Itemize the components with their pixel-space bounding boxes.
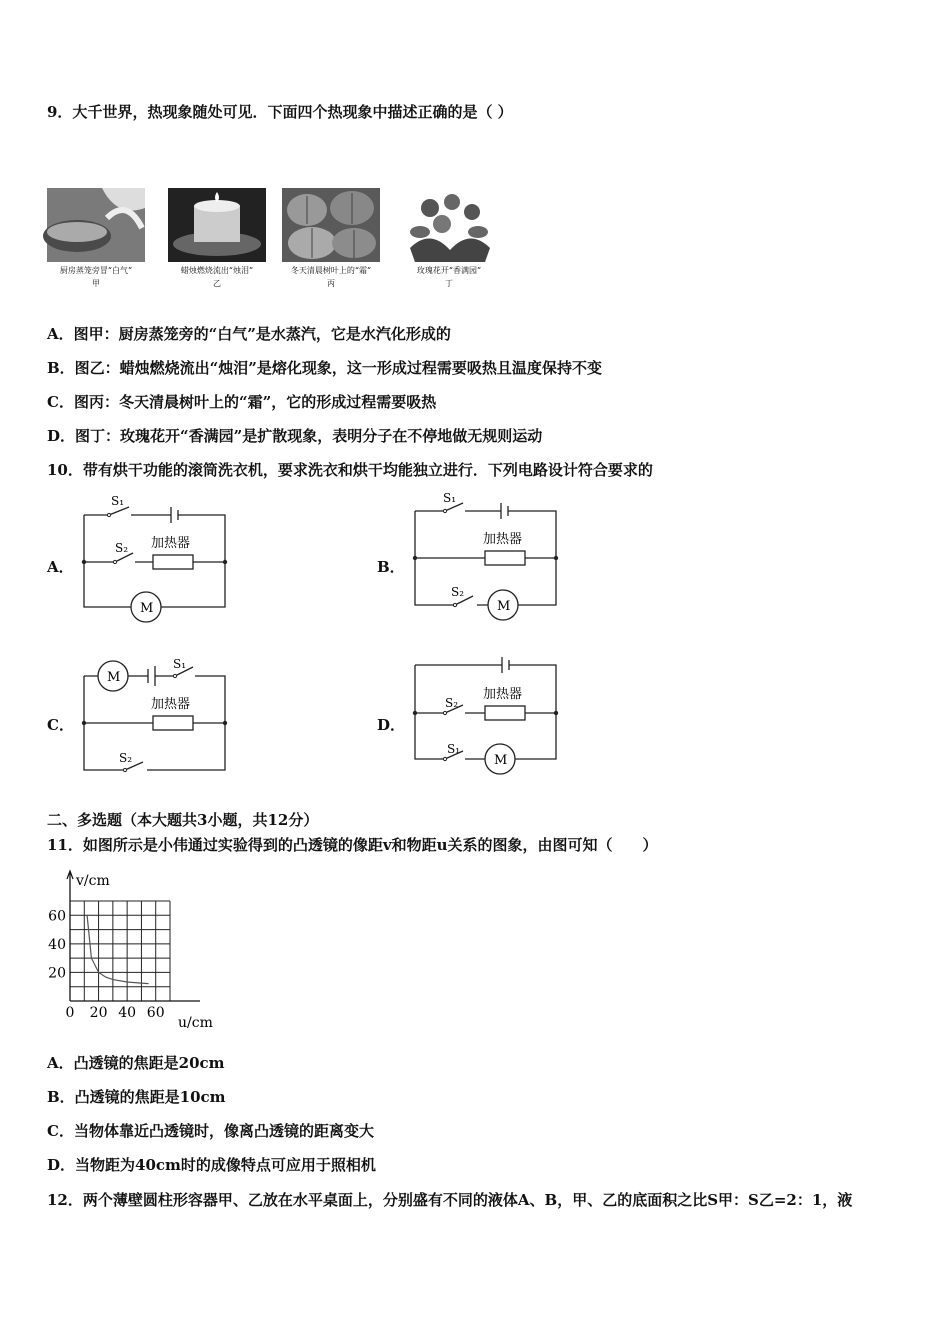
x-tick-label: 40 [118, 1005, 137, 1021]
x-tick-label: 60 [146, 1005, 165, 1021]
q9-stem: 9．大千世界，热现象随处可见．下面四个热现象中描述正确的是（ ） [47, 103, 513, 121]
s2-label: S₂ [119, 751, 133, 765]
photo-caption: 玫瑰花开“香满园” [416, 266, 482, 275]
q11-option-c: C．当物体靠近凸透镜时，像离凸透镜的距离变大 [47, 1122, 374, 1140]
q9-option-c: C．图丙：冬天清晨树叶上的“霜”，它的形成过程需要吸热 [47, 393, 437, 411]
y-tick-label: 40 [48, 936, 66, 953]
q10-label-a: A． [47, 558, 74, 576]
heater-label: 加热器 [151, 697, 191, 712]
photo-tag: 乙 [213, 279, 221, 288]
x-axis-label: u/cm [178, 1015, 213, 1031]
s2-label: S₂ [115, 541, 129, 555]
circuit-c [75, 655, 235, 780]
photo-candle [168, 188, 266, 262]
motor-label: M [107, 670, 121, 685]
photo-steamer [47, 188, 145, 262]
q12-stem: 12．两个薄壁圆柱形容器甲、乙放在水平桌面上，分别盛有不同的液体A、B，甲、乙的底面积之比S甲：S乙=2：1，液 [47, 1191, 853, 1209]
heater-label: 加热器 [483, 532, 523, 547]
photo-tag: 丙 [327, 279, 335, 288]
q11-chart [40, 865, 230, 1031]
q9-option-d: D．图丁：玫瑰花开“香满园”是扩散现象，表明分子在不停地做无规则运动 [47, 427, 543, 445]
x-tick-label: 20 [89, 1005, 108, 1021]
section-heading: 二、多选题（本大题共3小题，共12分） [47, 811, 319, 829]
photo-caption: 冬天清晨树叶上的“霜” [290, 266, 372, 275]
motor-label: M [497, 599, 511, 614]
q10-label-c: C． [47, 716, 74, 734]
photo-tag: 丁 [445, 279, 453, 288]
y-tick-label: 60 [48, 908, 66, 925]
series-line [87, 915, 149, 983]
s1-label: S₁ [447, 742, 461, 756]
s1-label: S₁ [173, 657, 187, 671]
q9-option-b: B．图乙：蜡烛燃烧流出“烛泪”是熔化现象，这一形成过程需要吸热且温度保持不变 [47, 359, 602, 377]
q11-option-b: B．凸透镜的焦距是10cm [47, 1088, 226, 1106]
photo-frost-leaves [282, 188, 380, 262]
heater-label: 加热器 [151, 536, 191, 551]
photo-rose [400, 188, 498, 262]
photo-tag: 甲 [92, 279, 100, 288]
q10-stem: 10．带有烘干功能的滚筒洗衣机，要求洗衣和烘干均能独立进行．下列电路设计符合要求的 [47, 461, 653, 479]
circuit-a [75, 490, 235, 625]
y-tick-label: 20 [48, 965, 66, 982]
photo-caption: 厨房蒸笼旁冒“白气” [59, 266, 133, 275]
s1-label: S₁ [443, 491, 457, 505]
q11-stem: 11．如图所示是小伟通过实验得到的凸透镜的像距v和物距u关系的图象，由图可知（ ） [47, 836, 658, 854]
s2-label: S₂ [445, 696, 459, 710]
q10-label-b: B． [377, 558, 405, 576]
photo-caption: 蜡烛燃烧流出“烛泪” [180, 266, 254, 275]
circuit-b [405, 488, 565, 623]
s2-label: S₂ [451, 585, 465, 599]
q11-option-a: A．凸透镜的焦距是20cm [47, 1054, 225, 1072]
heater-label: 加热器 [483, 687, 523, 702]
s1-label: S₁ [111, 494, 125, 508]
q10-label-d: D． [377, 716, 406, 734]
motor-label: M [140, 601, 154, 616]
y-axis-label: v/cm [76, 873, 110, 889]
x-tick-label: 0 [65, 1005, 75, 1021]
q9-option-a: A．图甲：厨房蒸笼旁的“白气”是水蒸汽，它是水汽化形成的 [47, 325, 451, 343]
motor-label: M [494, 753, 508, 768]
q11-option-d: D．当物距为40cm时的成像特点可应用于照相机 [47, 1156, 376, 1174]
circuit-d [405, 655, 565, 780]
